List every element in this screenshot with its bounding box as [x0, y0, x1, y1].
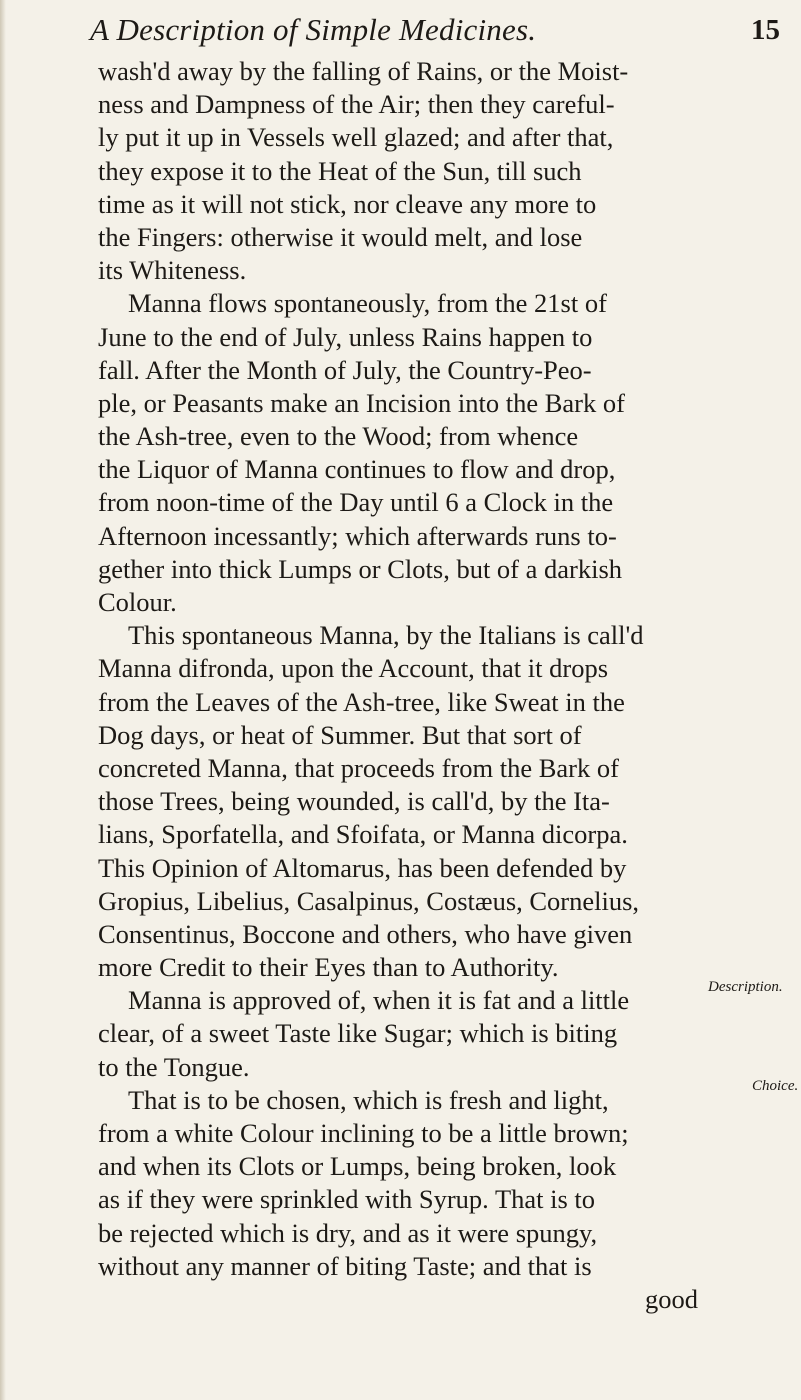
text-line: That is to be chosen, which is fresh and light,: [128, 1084, 609, 1115]
margin-note-description: Description.: [708, 979, 783, 995]
text-line: Dog days, or heat of Summer. But that sort of: [98, 719, 582, 750]
text-line: Colour.: [98, 587, 177, 617]
text-line: from the Leaves of the Ash-tree, like Sweat in the: [98, 686, 625, 717]
text-line: lians, Sporfatella, and Sfoifata, or Manna dicorpa.: [98, 819, 628, 850]
text-line: This Opinion of Altomarus, has been defended by: [98, 852, 627, 883]
running-title: A Description of Simple Medicines.: [90, 12, 537, 47]
text-line: from noon-time of the Day until 6 a Clock in the: [98, 487, 614, 518]
text-line: they expose it to the Heat of the Sun, till such: [98, 155, 582, 186]
text-line: June to the end of July, unless Rains happen to: [98, 321, 593, 352]
text-line: the Ash-tree, even to the Wood; from whence: [98, 421, 579, 452]
text-line: those Trees, being wounded, is call'd, by the Ita-: [98, 786, 610, 817]
text-line: Gropius, Libelius, Casalpinus, Costæus, Cornelius,: [98, 885, 640, 916]
text-line: its Whiteness.: [98, 255, 247, 286]
text-line: as if they were sprinkled with Syrup. That is to: [98, 1184, 596, 1215]
page-edge-shadow: [0, 0, 6, 1400]
text-line: and when its Clots or Lumps, being broken, look: [98, 1151, 617, 1182]
text-line: be rejected which is dry, and as it were spungy,: [98, 1217, 598, 1248]
text-line: ly put it up in Vessels well glazed; and after that,: [98, 122, 614, 153]
text-line: wash'd away by the falling of Rains, or the Moist-: [98, 56, 629, 86]
margin-note-choice: Choice.: [752, 1078, 799, 1094]
catchword: good: [645, 1283, 698, 1314]
text-line: This spontaneous Manna, by the Italians is call'd: [128, 620, 644, 651]
text-line: gether into thick Lumps or Clots, but of a darkish: [98, 553, 623, 584]
text-line: clear, of a sweet Taste like Sugar; which is biting: [98, 1018, 618, 1049]
page-number: 15: [751, 14, 780, 46]
text-line: the Fingers: otherwise it would melt, and lose: [98, 221, 583, 252]
page-header: [90, 12, 780, 56]
text-line: without any manner of biting Taste; and that is: [98, 1250, 592, 1281]
text-line: Manna flows spontaneously, from the 21st of: [128, 288, 607, 319]
text-line: to the Tongue.: [98, 1051, 250, 1082]
text-line: time as it will not stick, nor cleave any more to: [98, 188, 597, 219]
text-line: the Liquor of Manna continues to flow and drop,: [98, 454, 616, 485]
text-line: ness and Dampness of the Air; then they careful-: [98, 89, 615, 120]
text-line: fall. After the Month of July, the Country-Peo-: [98, 354, 592, 385]
text-line: ple, or Peasants make an Incision into the Bark of: [98, 387, 625, 418]
text-line: more Credit to their Eyes than to Authority.: [98, 952, 559, 983]
text-line: Manna difronda, upon the Account, that it drops: [98, 653, 609, 684]
text-line: Afternoon incessantly; which afterwards runs to-: [98, 520, 617, 551]
text-line: Manna is approved of, when it is fat and a little: [128, 985, 630, 1016]
body-text: [98, 55, 698, 1316]
text-line: Consentinus, Boccone and others, who have given: [98, 918, 633, 949]
text-line: concreted Manna, that proceeds from the Bark of: [98, 752, 619, 783]
text-line: from a white Colour inclining to be a little brown;: [98, 1118, 629, 1148]
